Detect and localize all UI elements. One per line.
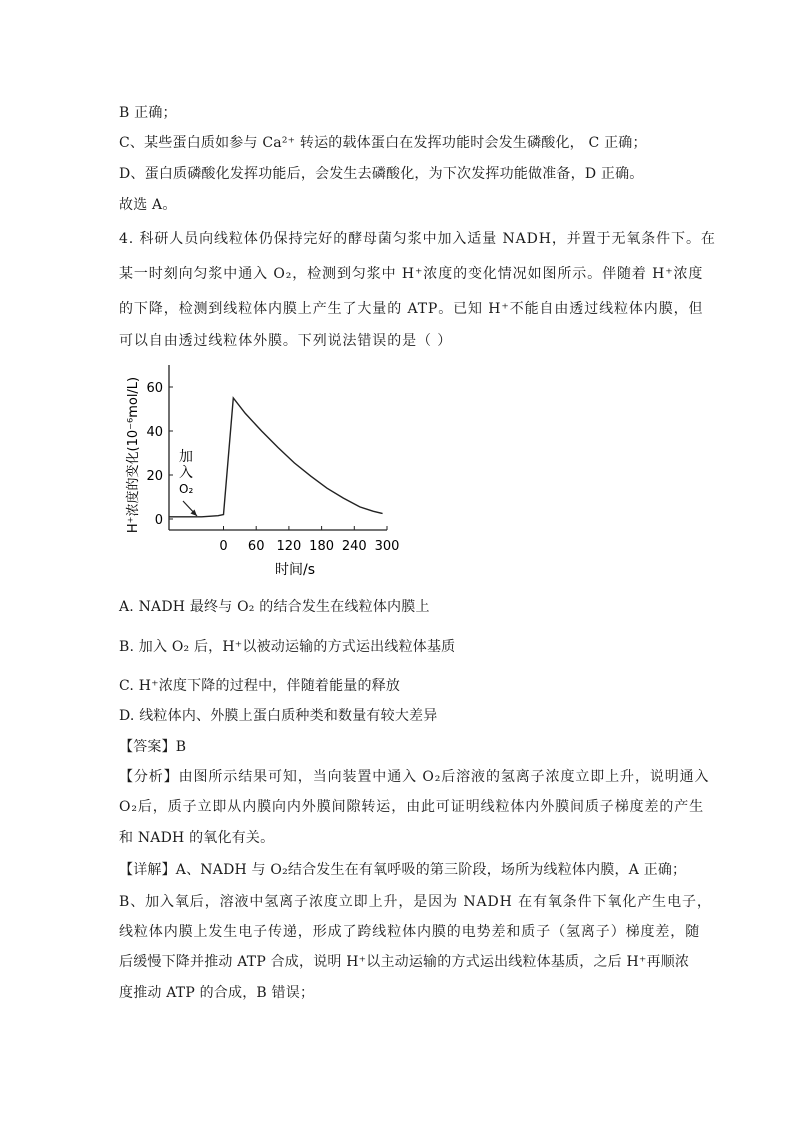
series-line xyxy=(169,398,383,517)
x-tick-label: 300 xyxy=(374,539,400,554)
question-line-2: 某一时刻向匀浆中通入 O₂，检测到匀浆中 H⁺浓度的变化情况如图所示。伴随着 H⁺浓度 xyxy=(119,266,704,282)
annotation-line-1: 加 xyxy=(179,449,193,465)
analysis-line-2: O₂后，质子立即从内膜向内外膜间隙转运，由此可证明线粒体内外膜间质子梯度差的产生 xyxy=(119,799,705,815)
analysis-line-1: 【分析】由图所示结果可知，当向装置中通入 O₂后溶液的氢离子浓度立即上升，说明通入 xyxy=(119,769,710,785)
prev-answer-d: D、蛋白质磷酸化发挥功能后，会发生去磷酸化，为下次发挥功能做准备，D 正确。 xyxy=(119,166,644,182)
y-axis-label: H⁺浓度的变化(10⁻⁶mol/L) xyxy=(126,376,141,534)
x-tick-label: 120 xyxy=(276,539,302,554)
annotation-line-3: O₂ xyxy=(179,482,194,496)
x-tick-label: 60 xyxy=(247,539,265,554)
question-line-1: 4. 科研人员向线粒体仍保持完好的酵母菌匀浆中加入适量 NADH，并置于无氧条件下。在 xyxy=(119,231,716,247)
x-tick-label: 0 xyxy=(219,539,228,554)
prev-answer-c: C、某些蛋白质如参与 Ca²⁺ 转运的载体蛋白在发挥功能时会发生磷酸化， C 正确； xyxy=(119,135,647,151)
detail-line-3: 线粒体内膜上发生电子传递，形成了跨线粒体内膜的电势差和质子（氢离子）梯度差，随 xyxy=(119,924,701,940)
annotation-line-2: 入 xyxy=(179,465,193,481)
x-tick-label: 240 xyxy=(341,539,367,554)
question-line-4: 可以自由透过线粒体外膜。下列说法错误的是（ ） xyxy=(119,333,453,349)
y-tick-label: 60 xyxy=(146,381,163,396)
x-axis-label: 时间/s xyxy=(274,562,316,578)
y-tick-label: 0 xyxy=(154,513,163,528)
y-tick-label: 20 xyxy=(146,469,163,484)
detail-line-2: B、加入氧后，溶液中氢离子浓度立即上升，是因为 NADH 在有氧条件下氧化产生电子， xyxy=(119,894,712,910)
prev-answer-b: B 正确； xyxy=(119,105,177,121)
analysis-line-3: 和 NADH 的氧化有关。 xyxy=(119,830,275,846)
chart-svg xyxy=(119,355,409,585)
detail-line-5: 度推动 ATP 的合成，B 错误； xyxy=(119,985,315,1001)
answer-label: 【答案】B xyxy=(119,739,187,755)
y-tick-label: 40 xyxy=(146,425,163,440)
detail-line-1: 【详解】A、NADH 与 O₂结合发生在有氧呼吸的第三阶段，场所为线粒体内膜，A 正确； xyxy=(119,862,687,878)
option-c: C. H⁺浓度下降的过程中，伴随着能量的释放 xyxy=(119,678,401,694)
prev-choose: 故选 A。 xyxy=(119,197,177,213)
option-a: A. NADH 最终与 O₂ 的结合发生在线粒体内膜上 xyxy=(119,599,430,615)
option-b: B. 加入 O₂ 后，H⁺以被动运输的方式运出线粒体基质 xyxy=(119,639,456,655)
detail-line-4: 后缓慢下降并推动 ATP 合成，说明 H⁺以主动运输的方式运出线粒体基质，之后 H⁺再顺浓 xyxy=(119,954,690,970)
h-concentration-chart xyxy=(119,355,409,589)
x-tick-label: 180 xyxy=(309,539,335,554)
question-line-3: 的下降，检测到线粒体内膜上产生了大量的 ATP。已知 H⁺不能自由透过线粒体内膜，但 xyxy=(119,301,704,317)
option-d: D. 线粒体内、外膜上蛋白质种类和数量有较大差异 xyxy=(119,708,438,724)
